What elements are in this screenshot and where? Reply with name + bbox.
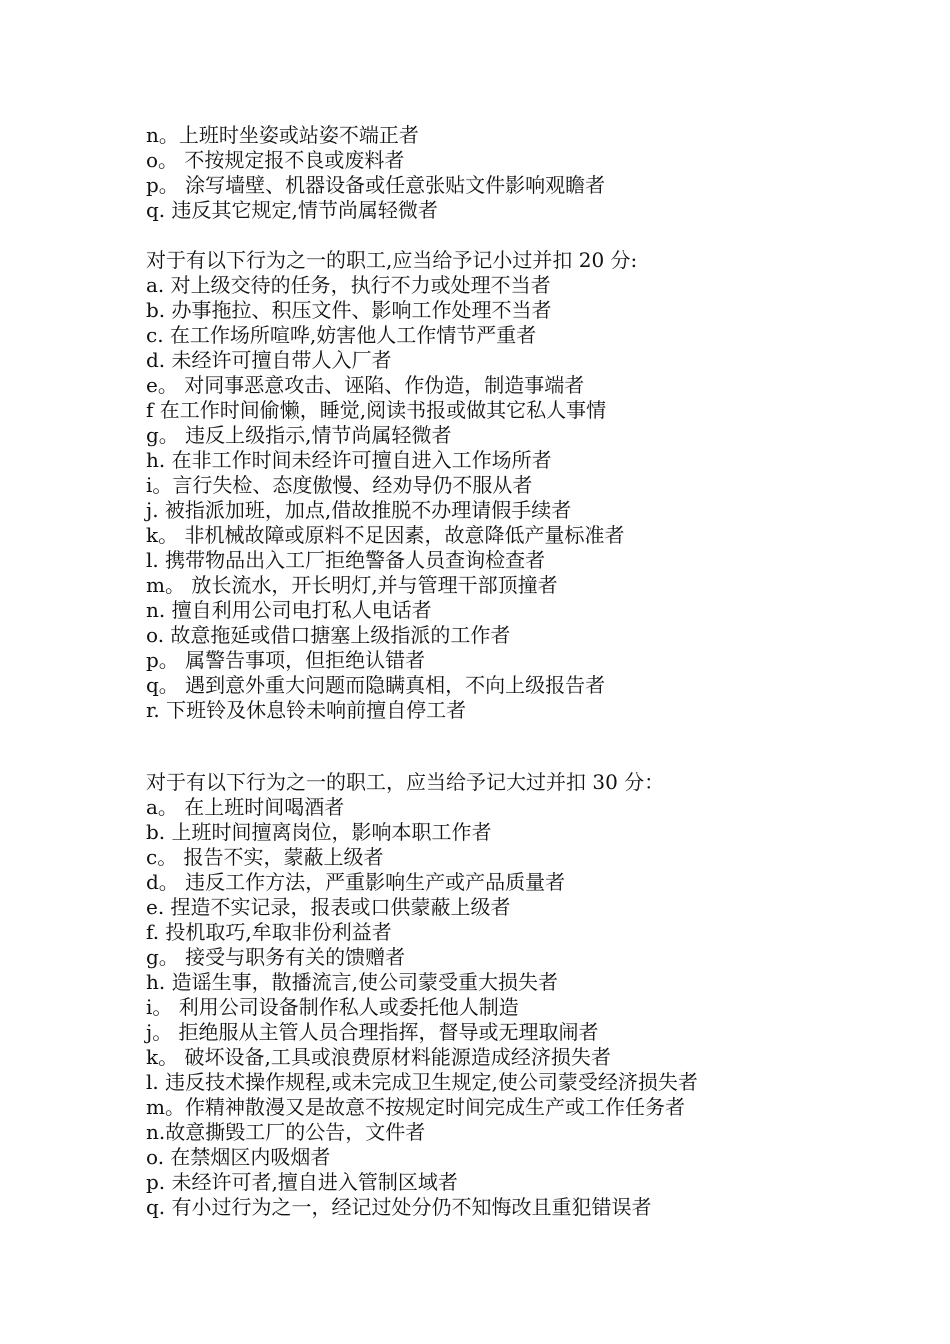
list-item: g。 接受与职务有关的馈赠者 [146, 945, 406, 969]
list-item: q. 违反其它规定,情节尚属轻微者 [146, 198, 438, 222]
list-item: q。 遇到意外重大问题而隐瞒真相，不向上级报告者 [146, 673, 606, 697]
list-item: j. 被指派加班，加点,借故推脱不办理请假手续者 [146, 498, 572, 522]
list-item: l. 违反技术操作规程,或未完成卫生规定,使公司蒙受经济损失者 [146, 1070, 698, 1094]
list-item: l. 携带物品出入工厂拒绝警备人员查询检查者 [146, 548, 546, 572]
list-item: q. 有小过行为之一，经记过处分仍不知悔改且重犯错误者 [146, 1195, 652, 1219]
section-heading: 对于有以下行为之一的职工,应当给予记小过并扣 20 分: [146, 248, 638, 272]
list-item: f. 投机取巧,牟取非份利益者 [146, 920, 392, 944]
list-item: e. 捏造不实记录，报表或口供蒙蔽上级者 [146, 895, 511, 919]
list-item: i。言行失检、态度傲慢、经劝导仍不服从者 [146, 473, 533, 497]
list-item: r. 下班铃及休息铃未响前擅自停工者 [146, 698, 467, 722]
list-item: n. 擅自利用公司电打私人电话者 [146, 598, 432, 622]
list-item: o。 不按规定报不良或废料者 [146, 148, 405, 172]
section-heading: 对于有以下行为之一的职工，应当给予记大过并扣 30 分： [146, 770, 665, 794]
list-item: g。 违反上级指示,情节尚属轻微者 [146, 423, 452, 447]
list-item: m。作精神散漫又是故意不按规定时间完成生产或工作任务者 [146, 1095, 685, 1119]
list-item: a. 对上级交待的任务，执行不力或处理不当者 [146, 273, 551, 297]
list-item: c。 报告不实，蒙蔽上级者 [146, 845, 384, 869]
list-item: b. 上班时间擅离岗位，影响本职工作者 [146, 820, 492, 844]
list-item: a。 在上班时间喝酒者 [146, 795, 345, 819]
list-item: o. 故意拖延或借口搪塞上级指派的工作者 [146, 623, 511, 647]
list-item: o. 在禁烟区内吸烟者 [146, 1145, 331, 1169]
list-item: e。 对同事恶意攻击、诬陷、作伪造，制造事端者 [146, 373, 585, 397]
list-item: k。 非机械故障或原料不足因素，故意降低产量标准者 [146, 523, 625, 547]
list-item: p。 涂写墙壁、机器设备或任意张贴文件影响观瞻者 [146, 173, 606, 197]
list-item: b. 办事拖拉、积压文件、影响工作处理不当者 [146, 298, 552, 322]
list-item: m。 放长流水，开长明灯,并与管理干部顶撞者 [146, 573, 558, 597]
list-item: n。上班时坐姿或站姿不端正者 [146, 123, 419, 147]
list-item: j。 拒绝服从主管人员合理指挥，督导或无理取闹者 [146, 1020, 599, 1044]
list-item: n.故意撕毁工厂的公告，文件者 [146, 1120, 426, 1144]
list-item: p. 未经许可者,擅自进入管制区域者 [146, 1170, 458, 1194]
list-item: d. 未经许可擅自带人入厂者 [146, 348, 392, 372]
small-demerit-section [146, 248, 926, 723]
list-item: c. 在工作场所喧哗,妨害他人工作情节严重者 [146, 323, 537, 347]
list-item: h. 造谣生事，散播流言,使公司蒙受重大损失者 [146, 970, 558, 994]
list-item: h. 在非工作时间未经许可擅自进入工作场所者 [146, 448, 552, 472]
major-demerit-section [146, 770, 926, 1220]
minor-violations-continued [146, 123, 926, 223]
list-item: p。 属警告事项，但拒绝认错者 [146, 648, 426, 672]
list-item: i。 利用公司设备制作私人或委托他人制造 [146, 995, 519, 1019]
list-item: d。 违反工作方法，严重影响生产或产品质量者 [146, 870, 566, 894]
list-item: f 在工作时间偷懒，睡觉,阅读书报或做其它私人事情 [146, 398, 607, 422]
list-item: k。 破坏设备,工具或浪费原材料能源造成经济损失者 [146, 1045, 611, 1069]
